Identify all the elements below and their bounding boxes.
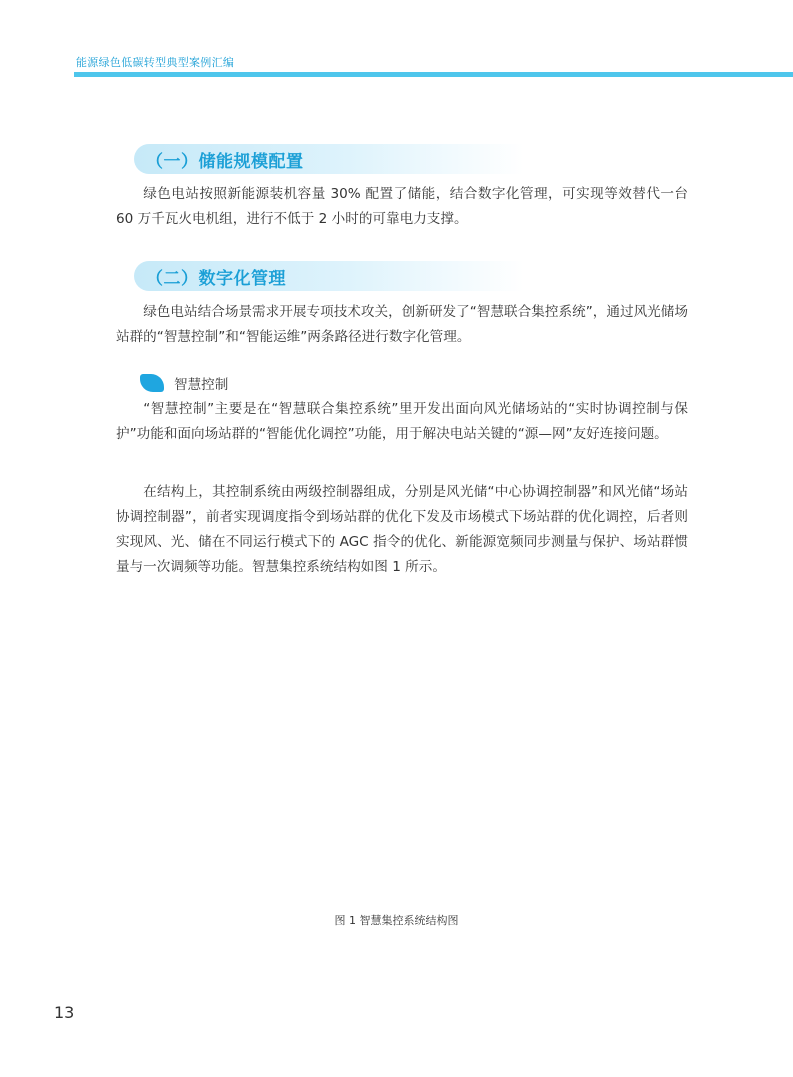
subsection-heading-text: 智慧控制 — [174, 377, 229, 393]
paragraph-digital: 绿色电站结合场景需求开展专项技术攻关，创新研发了“智慧联合集控系统”，通过风光储场站群的“智慧控制”和“智能运维”两条路径进行数字化管理。 — [116, 304, 688, 345]
paragraph-smart-control: “智慧控制”主要是在“智慧联合集控系统”里开发出面向风光储场站的“实时协调控制与保护”功能和面向场站群的“智能优化调控”功能，用于解决电站关键的“源—网”友好连接问题。 — [116, 401, 688, 442]
paragraph-structure: 在结构上，其控制系统由两级控制器组成，分别是风光储“中心协调控制器”和风光储“场站协调控制器”，前者实现调度指令到场站群的优化下发及市场模式下场站群的优化调控，后者则实现风、光、储在不同运行模式下的 AGC 指令的优化、新能源宽频同步测量与保护、场站群惯量与一次调频等功能。智慧集控系统结构如图 1 所示。 — [116, 484, 688, 575]
header-rule — [74, 72, 793, 77]
page-number: 13 — [54, 1003, 75, 1022]
paragraph-storage: 绿色电站按照新能源装机容量 30% 配置了储能，结合数字化管理，可实现等效替代一台 60 万千瓦火电机组，进行不低于 2 小时的可靠电力支撑。 — [116, 186, 688, 227]
section-heading-storage-text: （一）储能规模配置 — [146, 151, 304, 172]
subsection-heading — [140, 372, 228, 394]
running-header-title: 能源绿色低碳转型典型案例汇编 — [76, 56, 235, 69]
section-heading-digital-text: （二）数字化管理 — [146, 268, 286, 289]
leaf-icon — [140, 374, 164, 392]
figure-caption: 图 1 智慧集控系统结构图 — [334, 914, 459, 927]
section-heading-storage — [134, 144, 524, 174]
section-heading-digital — [134, 261, 524, 291]
